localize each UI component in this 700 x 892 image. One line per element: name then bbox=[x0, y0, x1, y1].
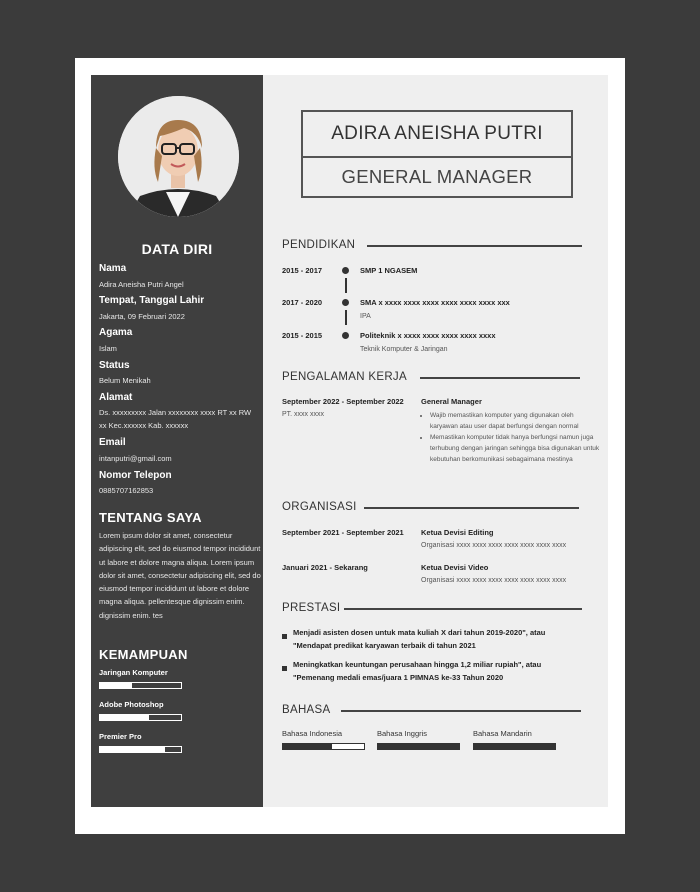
profile-photo bbox=[118, 96, 239, 217]
alamat-label: Alamat bbox=[99, 392, 133, 403]
data-diri-heading: DATA DIRI bbox=[141, 241, 213, 257]
skill-name: Jaringan Komputer bbox=[99, 668, 168, 677]
timeline-dot bbox=[342, 332, 349, 339]
language-bar bbox=[282, 743, 365, 750]
status-label: Status bbox=[99, 360, 130, 371]
edu-school: Politeknik x xxxx xxxx xxxx xxxx xxxx bbox=[360, 331, 496, 340]
company-name: PT. xxxx xxxx bbox=[282, 411, 325, 418]
agama-value: Islam bbox=[99, 344, 117, 353]
job-role: General Manager bbox=[421, 397, 482, 406]
org-period: September 2021 - September 2021 bbox=[282, 528, 404, 537]
section-divider bbox=[364, 507, 579, 509]
edu-detail: IPA bbox=[360, 313, 371, 320]
section-divider bbox=[367, 245, 582, 247]
timeline-line bbox=[345, 310, 347, 325]
email-value: intanputri@gmail.com bbox=[99, 454, 172, 463]
language-fill bbox=[474, 744, 555, 749]
section-divider bbox=[344, 608, 582, 610]
name-box bbox=[301, 110, 573, 198]
pengalaman-heading: PENGALAMAN KERJA bbox=[282, 371, 407, 383]
org-name: Organisasi xxxx xxxx xxxx xxxx xxxx xxxx xxxx bbox=[421, 577, 567, 584]
sidebar bbox=[91, 75, 263, 807]
section-divider bbox=[420, 377, 580, 379]
language-name: Bahasa Indonesia bbox=[282, 729, 343, 738]
skill-fill bbox=[100, 683, 132, 688]
organisasi-heading: ORGANISASI bbox=[282, 501, 357, 513]
bahasa-heading: BAHASA bbox=[282, 704, 331, 716]
edu-school: SMA x xxxx xxxx xxxx xxxx xxxx xxxx xxx bbox=[360, 298, 510, 307]
language-fill bbox=[378, 744, 459, 749]
bullet-square bbox=[282, 666, 287, 671]
language-fill bbox=[283, 744, 332, 749]
org-role: Ketua Devisi Editing bbox=[421, 528, 494, 537]
tentang-saya-heading: TENTANG SAYA bbox=[99, 510, 202, 525]
email-label: Email bbox=[99, 437, 126, 448]
avatar-icon bbox=[118, 96, 239, 217]
edu-years: 2015 - 2015 bbox=[282, 331, 323, 340]
skill-bar bbox=[99, 682, 182, 689]
edu-years: 2015 - 2017 bbox=[282, 266, 323, 275]
achievement-item: Menjadi asisten dosen untuk mata kuliah X dari tahun 2019-2020", atau "Mendapat predikat karyawan terbaik di tahun 2021 bbox=[293, 628, 546, 650]
kemampuan-heading: KEMAMPUAN bbox=[99, 647, 188, 662]
timeline-line bbox=[345, 278, 347, 293]
telepon-label: Nomor Telepon bbox=[99, 470, 172, 481]
edu-detail: Teknik Komputer & Jaringan bbox=[360, 346, 448, 353]
language-bar bbox=[473, 743, 556, 750]
pendidikan-heading: PENDIDIKAN bbox=[282, 239, 356, 251]
alamat-value: Ds. xxxxxxxxx Jalan xxxxxxxx xxxx RT xx RW xx Kec.xxxxxx Kab. xxxxxx bbox=[99, 408, 252, 430]
job-period: September 2022 - September 2022 bbox=[282, 397, 404, 406]
language-bar bbox=[377, 743, 460, 750]
duty-item: • Wajib memastikan komputer yang digunakan oleh karyawan atau user dapat berfungsi dengan normal bbox=[430, 410, 601, 432]
skill-fill bbox=[100, 715, 149, 720]
nama-value: Adira Aneisha Putri Angel bbox=[99, 280, 184, 289]
skill-name: Premier Pro bbox=[99, 732, 142, 741]
status-value: Belum Menikah bbox=[99, 376, 151, 385]
prestasi-heading: PRESTASI bbox=[282, 602, 341, 614]
skill-bar bbox=[99, 714, 182, 721]
edu-years: 2017 - 2020 bbox=[282, 298, 323, 307]
org-role: Ketua Devisi Video bbox=[421, 563, 489, 572]
skill-name: Adobe Photoshop bbox=[99, 700, 164, 709]
language-name: Bahasa Mandarin bbox=[473, 729, 532, 738]
timeline-dot bbox=[342, 299, 349, 306]
job-title: GENERAL MANAGER bbox=[341, 166, 533, 187]
main-content bbox=[263, 75, 608, 807]
tentang-saya-text: Lorem ipsum dolor sit amet, consectetur adipiscing elit, sed do eiusmod tempor incididunt ut labore et dolore magna aliqua. Lorem ipsum dolor sit amet, consectetur adipiscing elit, sed do eiusmod tempor incididunt ut labore et dolore magna aliqua. pellentesque dignissim enim. dignissim enim. tes bbox=[99, 531, 261, 620]
org-name: Organisasi xxxx xxxx xxxx xxxx xxxx xxxx xxxx bbox=[421, 542, 567, 549]
bullet-square bbox=[282, 634, 287, 639]
org-period: Januari 2021 - Sekarang bbox=[282, 563, 368, 572]
achievement-item: Meningkatkan keuntungan perusahaan hingga 1,2 miliar rupiah", atau "Pemenang medali emas/juara 1 PIMNAS ke-33 Tahun 2020 bbox=[293, 660, 542, 682]
timeline-dot bbox=[342, 267, 349, 274]
telepon-value: 0885707162853 bbox=[99, 486, 154, 495]
language-name: Bahasa Inggris bbox=[377, 729, 428, 738]
ttl-label: Tempat, Tanggal Lahir bbox=[99, 295, 205, 306]
skill-bar bbox=[99, 746, 182, 753]
ttl-value: Jakarta, 09 Februari 2022 bbox=[99, 312, 185, 321]
full-name: ADIRA ANEISHA PUTRI bbox=[303, 112, 571, 158]
job-duties bbox=[421, 410, 601, 465]
section-divider bbox=[341, 710, 581, 712]
duty-item: • Memastikan komputer tidak hanya berfungsi namun juga terhubung dengan jaringan sehingga bisa digunakan untuk kebutuhan berkomunikasi sebagaimana mestinya bbox=[430, 432, 601, 465]
nama-label: Nama bbox=[99, 263, 127, 274]
edu-school: SMP 1 NGASEM bbox=[360, 266, 418, 275]
agama-label: Agama bbox=[99, 327, 133, 338]
skill-fill bbox=[100, 747, 165, 752]
